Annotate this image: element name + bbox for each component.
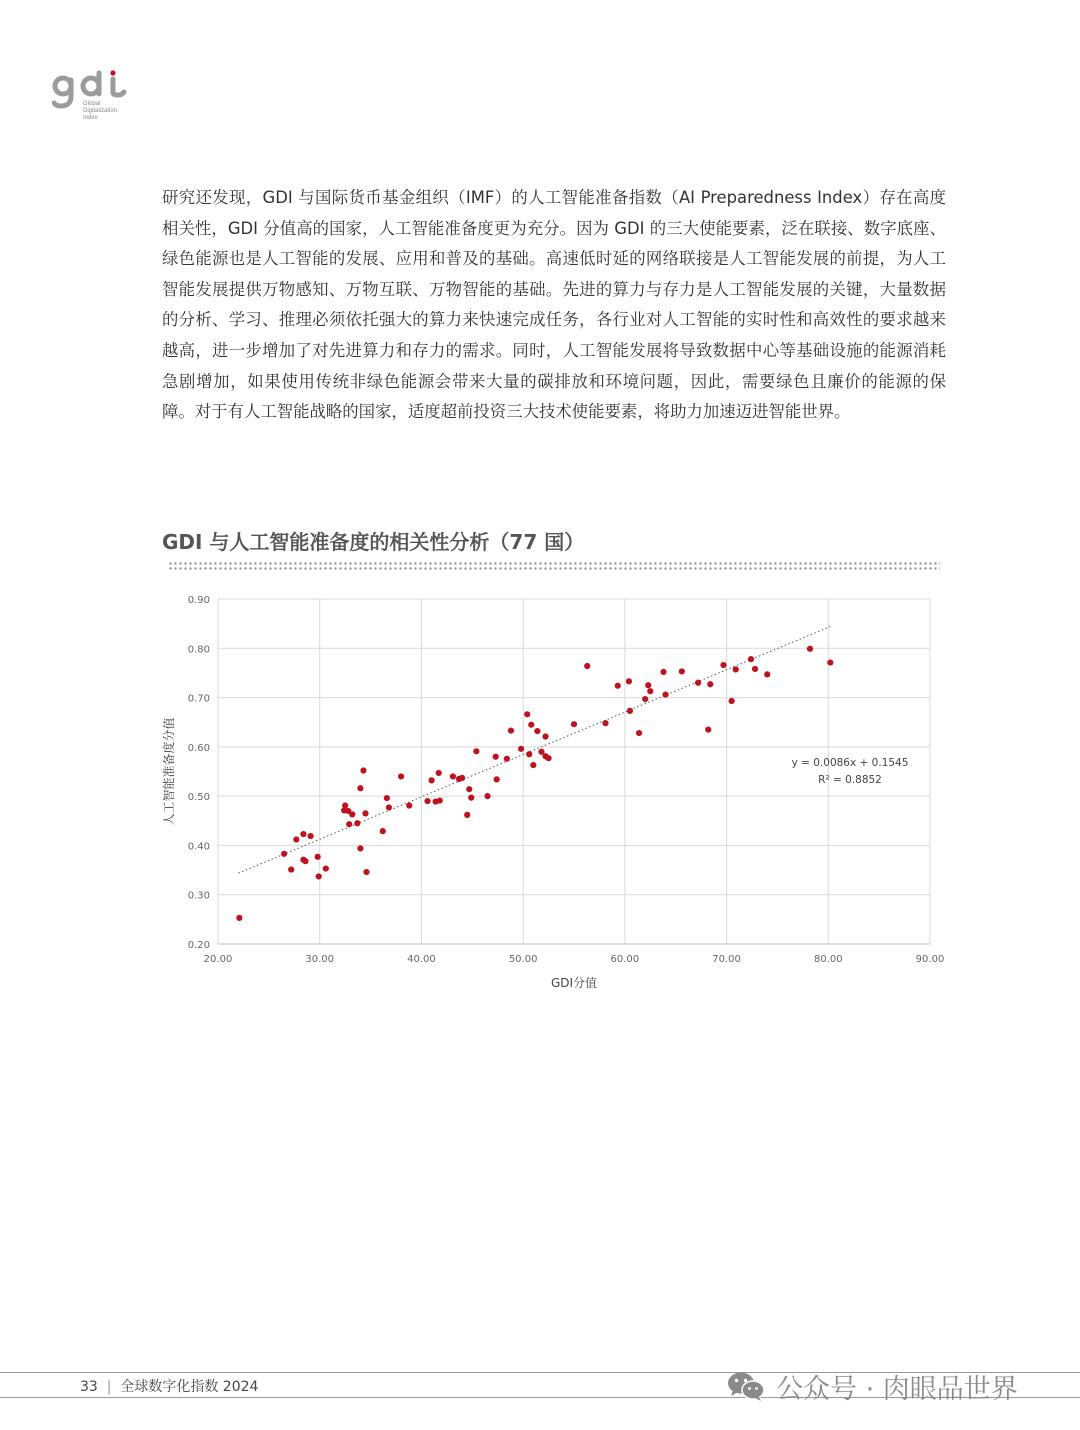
data-point [571,721,577,727]
data-point [720,662,726,668]
data-point [729,698,735,704]
x-tick-label: 20.00 [203,954,233,965]
data-point [429,777,435,783]
data-point [349,811,355,817]
data-point [300,831,306,837]
data-point [534,728,540,734]
data-point [362,810,368,816]
data-point [437,797,443,803]
data-point [346,821,352,827]
data-point [424,798,430,804]
watermark [726,1366,1018,1406]
logo-subtitle-line: Global [83,101,101,107]
y-tick-label: 0.80 [187,644,210,656]
data-point [450,773,456,779]
data-point [508,727,514,733]
data-point [542,733,548,739]
chart-grid [218,599,930,944]
data-point [524,711,530,717]
x-tick-label: 50.00 [508,954,538,965]
y-tick-label: 0.30 [187,890,210,902]
data-point [518,746,524,752]
footer [80,1376,258,1396]
logo-subtitle-line: Digitalization [83,108,118,114]
data-point [662,692,668,698]
y-axis-label: 人工智能准备度分值 [162,717,176,826]
y-tick-label: 0.50 [187,792,210,804]
data-point [342,802,348,808]
chart-points [236,646,833,921]
data-point [307,833,313,839]
x-tick-label: 40.00 [407,954,436,965]
data-point [602,720,608,726]
scatter-chart [150,585,950,1004]
y-tick-label: 0.90 [187,595,210,606]
data-point [357,845,363,851]
x-tick-label: 30.00 [305,954,335,965]
y-tick-label: 0.20 [187,940,210,951]
data-point [645,682,651,688]
trendline [238,626,830,873]
data-point [363,869,369,875]
data-point [807,646,813,652]
data-point [302,858,308,864]
data-point [705,727,711,733]
data-point [436,770,442,776]
data-point [484,793,490,799]
trendline-equation: y = 0.0086x + 0.1545 [791,757,909,769]
trendline-r-squared: R² = 0.8852 [818,774,882,786]
data-point [827,659,833,665]
data-point [398,773,404,779]
data-point [459,775,465,781]
dotted-divider [168,561,940,571]
data-point [357,785,363,791]
data-point [386,804,392,810]
data-point [316,873,322,879]
data-point [626,678,632,684]
body-paragraph: 研究还发现，GDI 与国际货币基金组织（IMF）的人工智能准备指数（AI Preparedness Index）存在高度相关性，GDI 分值高的国家，人工智能准备度更为充分。因为 GDI 的三大使能要素，泛在联接、数字底座、绿色能源也是人工智能的发展、应用和普及的基础。高速低时延的网络联接是人工智能发展的前提，为人工智能发展提供万物感知、万物互联、万物智能的基础。先进的算力与存力是人工智能发展的关键，大量数据的分析、学习、推理必须依托强大的算力来快速完成任务，各行业对人工智能的实时性和高效性的要求越来越高，进一步增加了对先进算力和存力的需求。同时，人工智能发展将导致数据中心等基础设施的能源消耗急剧增加，如果使用传统非绿色能源会带来大量的碳排放和环境问题，因此，需要绿色且廉价的能源的保障。对于有人工智能战略的国家，适度超前投资三大技术使能要素，将助力加速迈进智能世界。 [162,188,946,422]
data-point [236,915,242,921]
data-point [468,795,474,801]
data-point [288,866,294,872]
watermark-text: 公众号 · 肉眼品世界 [776,1373,1018,1405]
data-point [380,828,386,834]
data-point [679,668,685,674]
data-point [636,730,642,736]
data-point [281,851,287,857]
data-point [384,795,390,801]
data-point [764,671,770,677]
data-point [695,680,701,686]
data-point [528,722,534,728]
x-tick-label: 70.00 [712,954,741,965]
x-axis-label: GDI分值 [550,976,598,990]
x-tick-label: 60.00 [610,954,640,965]
data-point [615,683,621,689]
data-point [466,786,472,792]
data-point [647,688,653,694]
data-point [707,681,713,687]
data-point [323,865,329,871]
logo-subtitle [83,101,117,122]
scatter-chart-svg [150,585,950,1000]
y-tick-label: 0.40 [187,841,210,853]
logo-subtitle-line: Index [83,115,98,121]
data-point [526,751,532,757]
data-point [584,663,590,669]
x-tick-label: 90.00 [915,954,945,965]
data-point [627,708,633,714]
data-point [748,656,754,662]
chart-trendline [238,626,830,873]
y-tick-label: 0.60 [187,742,210,754]
data-point [752,666,758,672]
data-point [360,767,366,773]
data-point [315,854,321,860]
x-tick-label: 80.00 [813,954,843,965]
data-point [354,820,360,826]
data-point [733,666,739,672]
y-tick-label: 0.70 [187,693,210,705]
report-title: 全球数字化指数 2024 [120,1379,259,1395]
page-number: 33 [80,1379,98,1395]
data-point [293,836,299,842]
data-point [530,762,536,768]
data-point [473,748,479,754]
wechat-icon [726,1370,766,1402]
data-point [494,776,500,782]
footer-separator: | [106,1379,112,1395]
data-point [660,669,666,675]
data-point [464,812,470,818]
chart-section-title: GDI 与人工智能准备度的相关性分析（77 国） [162,530,585,554]
data-point [504,756,510,762]
data-point [493,754,499,760]
data-point [406,802,412,808]
data-point [642,696,648,702]
data-point [545,755,551,761]
